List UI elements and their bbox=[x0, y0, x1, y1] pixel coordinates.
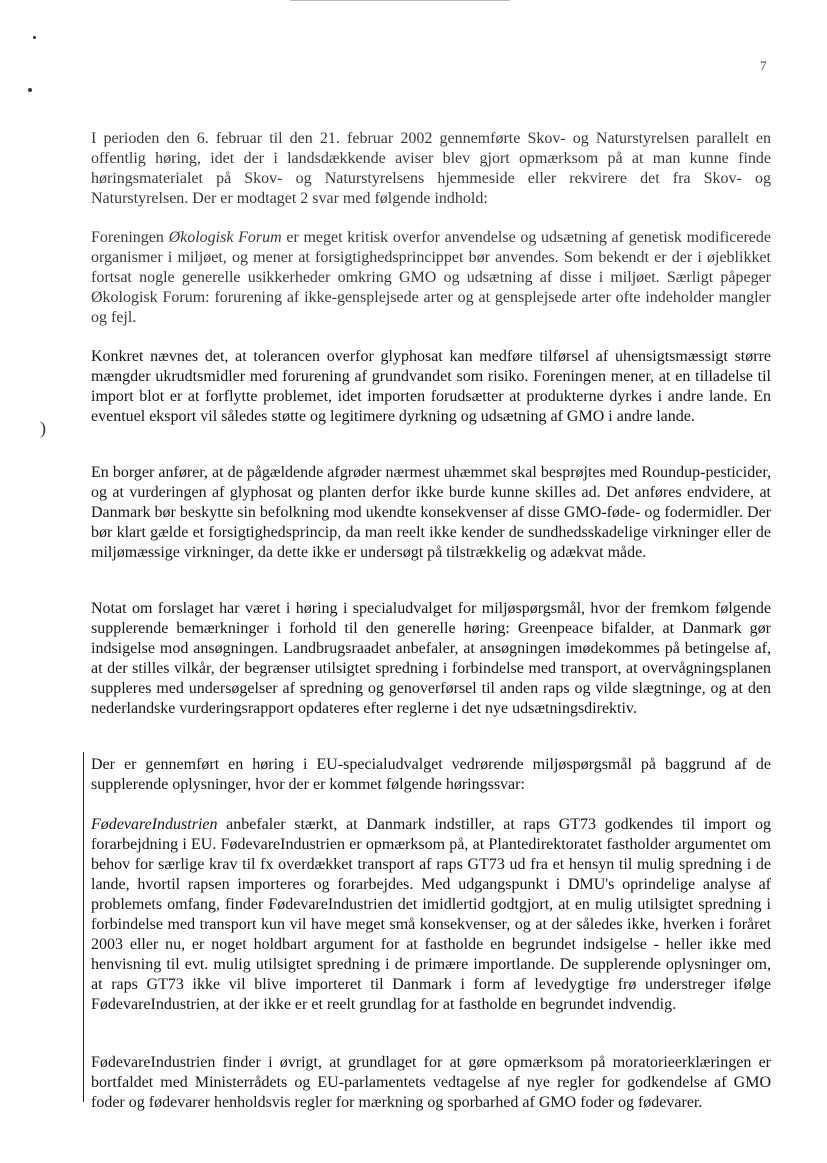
page-number: 7 bbox=[760, 58, 767, 73]
top-scan-rule bbox=[290, 0, 510, 1]
scan-speck bbox=[28, 88, 32, 92]
paragraph-citizen: En borger anfører, at de pågældende afgrøder nærmest uhæmmet skal besprøjtes med Roundup-pesticider, og at vurderingen af glyphosat og planten derfor ikke burde kunne skilles ad. Det anføres endvidere, at Danmark bør beskytte sin befolkning mod ukendte konsekvenser af disse GMO-føde- og fodermidler. Der bør klart gælde et forsigtighedsprincip, da man reelt ikke kender de sundhedsskadelige virkninger eller de miljømæssige virkninger, da dette ikke er undersøgt på tilstrækkelig og adækvat måde. bbox=[91, 464, 771, 561]
paragraph-moratorium: FødevareIndustrien finder i øvrigt, at grundlaget for at gøre opmærksom på moratorieerklæringen er bortfaldet med Ministerrådets og EU-parlamentets vedtagelse af nye regler for godkendelse af GMO foder og fødevarer henholdsvis regler for mærkning og sporbarhed af GMO foder og fødevarer. bbox=[91, 1054, 771, 1111]
margin-change-bar bbox=[83, 752, 84, 1102]
paragraph-lead: Foreningen bbox=[91, 229, 169, 246]
paragraph-public-hearing: I perioden den 6. februar til den 21. februar 2002 gennemførte Skov- og Naturstyrelsen parallelt en offentlig høring, idet der i landsdækkende aviser blev gjort opmærksom på at man kunne finde høringsmaterialet på Skov- og Naturstyrelsens hjemmeside eller rekvirere det fra Skov- og Naturstyrelsen. Der er modtaget 2 svar med følgende indhold: bbox=[91, 130, 771, 207]
organisation-name: FødevareIndustrien bbox=[91, 816, 218, 833]
paragraph-eu-hearing: Der er gennemført en høring i EU-specialudvalget vedrørende miljøspørgsmål på baggrund af de supplerende oplysninger, hvor der er kommet følgende høringssvar: bbox=[91, 756, 771, 793]
paragraph-body: anbefaler stærkt, at Danmark indstiller, at raps GT73 godkendes til import og forarbejdning i EU. FødevareIndustrien er opmærksom på, at Plantedirektoratet fastholder argumentet om behov for særlige krav til fx overdækket transport af raps GT73 ud fra et hensyn til mulig spredning i de lande, hvortil rapsen importeres og forarbejdes. Med udgangspunkt i DMU's oprindelige analyse af problemets omfang, finder FødevareIndustrien det imidlertid godtgjort, at en mulig utilsigtet spredning i forbindelse med transport kun vil have meget små konsekvenser, og at der således ikke, hverken i foråret 2003 eller nu, er noget holdbart argument for at fastholde en begrundet indsigelse - heller ikke med henvisning til evt. mulig utilsigtet spredning i de primære importlande. De supplerende oplysninger om, at raps GT73 ikke vil blive importeret til Danmark i form af levedygtige frø understreger ifølge FødevareIndustrien, at der ikke er et reelt grundlag for at fastholde en begrundet indvendig. bbox=[91, 816, 771, 1013]
organisation-name: Økologisk Forum bbox=[168, 229, 282, 246]
scan-speck bbox=[33, 36, 36, 39]
paragraph-glyphosat: Konkret nævnes det, at tolerancen overfor glyphosat kan medføre tilførsel af uhensigtsmæssigt større mængder ukrudtsmidler med forurening af grundvandet som risiko. Foreningen mener, at en tilladelse til import blot er at forflytte problemet, idet importen forudsætter at produkterne dyrkes i andre lande. En eventuel eksport vil således støtte og legitimere dyrkning og udsætning af GMO i andre lande. bbox=[91, 348, 771, 425]
paragraph-foedevareindustrien bbox=[91, 815, 771, 1015]
paragraph-okologisk-forum bbox=[91, 228, 771, 328]
margin-mark: ) bbox=[40, 418, 46, 438]
paragraph-special-committee: Notat om forslaget har været i høring i specialudvalget for miljøspørgsmål, hvor der fremkom følgende supplerende bemærkninger i forhold til den generelle høring: Greenpeace bifalder, at Danmark gør indsigelse mod ansøgningen. Landbrugsraadet anbefaler, at ansøgningen imødekommes på betingelse af, at der stilles vilkår, der begrænser utilsigtet spredning i forbindelse med transport, at overvågningsplanen suppleres med undersøgelser af spredning og genoverførsel til anden raps og vilde slægtninge, og at den nederlandske vurderingsrapport opdateres efter reglerne i det nye udsætningsdirektiv. bbox=[91, 600, 771, 717]
paragraph-body: er meget kritisk overfor anvendelse og udsætning af genetisk modificerede organismer i miljøet, og mener at forsigtighedsprincippet bør anvendes. Som bekendt er der i øjeblikket fortsat nogle generelle usikkerheder omkring GMO og udsætning af disse i miljøet. Særligt påpeger Økologisk Forum: forurening af ikke-gensplejsede arter og at gensplejsede arter ofte indeholder mangler og fejl. bbox=[91, 229, 772, 326]
